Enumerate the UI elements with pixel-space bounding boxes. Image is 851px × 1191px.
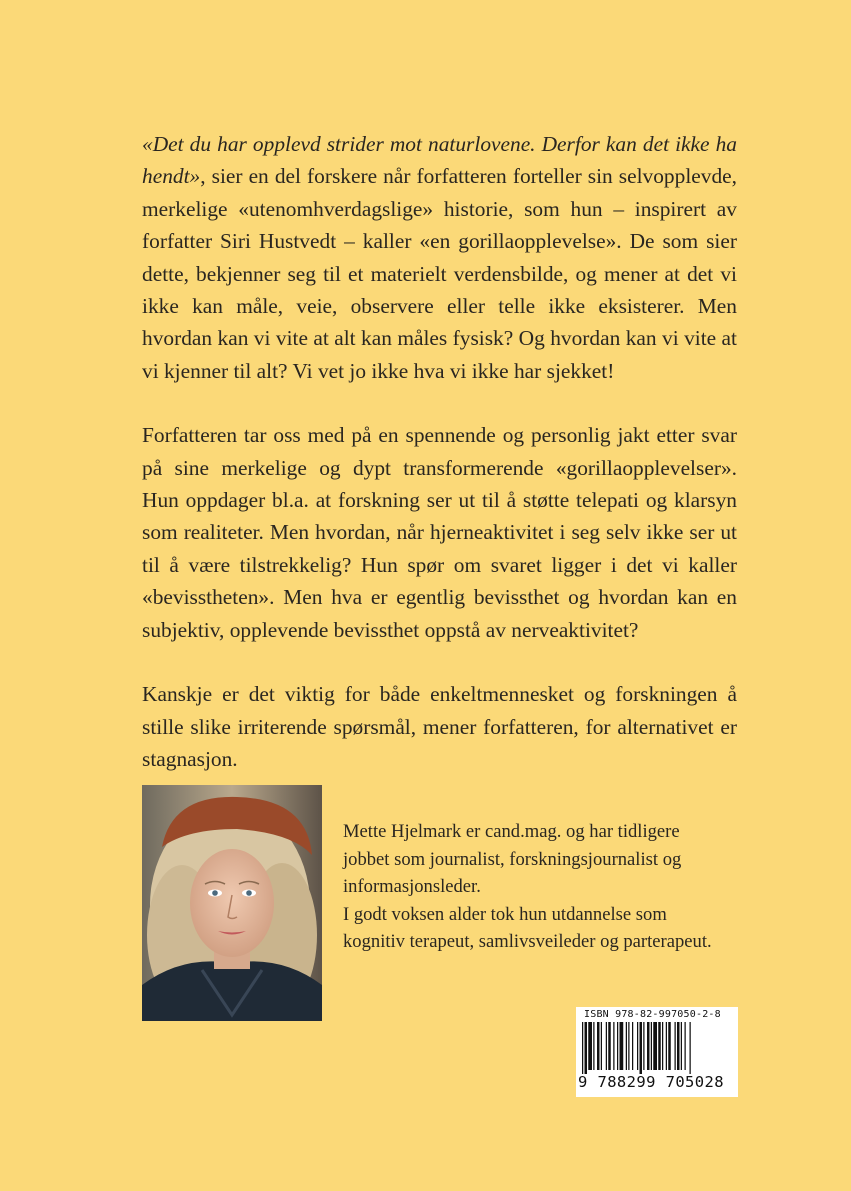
barcode-bar	[658, 1022, 661, 1070]
blurb-paragraph-3: Kanskje er det viktig for både enkeltmennesket og forskningen å stille slike irriterende spørsmål, mener forfatteren, for alternativet er stagnasjon.	[142, 682, 737, 771]
bio-line: kognitiv terapeut, samlivsveileder og parterapeut.	[343, 931, 712, 953]
barcode-bar	[647, 1022, 650, 1070]
author-photo	[142, 785, 322, 1021]
barcode-bar	[632, 1022, 633, 1070]
bio-line: jobbet som journalist, forskningsjournalist og	[343, 848, 682, 870]
barcode-bars	[582, 1022, 732, 1074]
bio-line: informasjonsleder.	[343, 876, 481, 898]
barcode-bar	[653, 1022, 657, 1070]
barcode-bar	[668, 1022, 671, 1070]
blurb-quote: «Det du har opplevd strider mot naturlovene. Derfor kan det ikke ha hendt»	[142, 132, 737, 189]
barcode-bar	[628, 1022, 629, 1070]
barcode-bar	[582, 1022, 583, 1074]
barcode-bar	[666, 1022, 667, 1070]
barcode-bar	[681, 1022, 682, 1070]
barcode-bar	[606, 1022, 607, 1070]
bio-line: Mette Hjelmark er cand.mag. og har tidligere	[343, 821, 680, 842]
author-bio	[343, 818, 763, 956]
barcode-bar	[643, 1022, 644, 1070]
barcode-bar	[626, 1022, 627, 1070]
barcode-bar	[601, 1022, 602, 1070]
isbn-barcode	[576, 1007, 738, 1097]
barcode-bar	[597, 1022, 600, 1070]
bio-line: I godt voksen alder tok hun utdannelse som	[343, 903, 667, 925]
barcode-bar	[651, 1022, 652, 1070]
barcode-bar	[662, 1022, 663, 1070]
blurb-paragraph-1	[142, 128, 737, 387]
barcode-bar	[620, 1022, 624, 1070]
barcode-bar	[617, 1022, 618, 1070]
isbn-label: ISBN 978-82-997050-2-8	[584, 1009, 721, 1020]
barcode-bar	[608, 1022, 611, 1070]
barcode-bar	[675, 1022, 676, 1070]
barcode-bar	[640, 1022, 643, 1074]
barcode-bar	[585, 1022, 588, 1074]
barcode-bar	[613, 1022, 614, 1070]
blurb-paragraph-1-text: , sier en del forskere når forfatteren forteller sin selvopplevde, merkelige «utenomhverdagslige» historie, som hun – inspirert av forfatter Siri Hustvedt – kaller «en gorillaopplevelse». De som sier dette, bekjenner seg til et materielt verdensbilde, og mener at det vi ikke kan måle, veie, observere eller telle ikke eksisterer. Men hvordan kan vi vite at alt kan måles fysisk? Og hvordan kan vi vite at vi kjenner til alt? Vi vet jo ikke hva vi ikke har sjekket!	[142, 164, 737, 383]
barcode-bar	[677, 1022, 680, 1070]
barcode-bar	[593, 1022, 594, 1070]
back-cover-blurb	[142, 128, 737, 775]
barcode-bar	[637, 1022, 638, 1070]
blurb-paragraph-2: Forfatteren tar oss med på en spennende og personlig jakt etter svar på sine merkelige og dypt transformerende «gorillaopplevelser». Hun oppdager bl.a. at forskning ser ut til å støtte telepati og klarsyn som realiteter. Men hvordan, når hjerneaktivitet i seg selv ikke ser ut til å være tilstrekkelig? Hun spør om svaret ligger i det vi kaller «bevisstheten». Men hva er egentlig bevissthet og hvordan kan en subjektiv, opplevende bevissthet oppstå av nerveaktivitet?	[142, 423, 737, 642]
barcode-bar	[685, 1022, 686, 1070]
barcode-bar	[690, 1022, 691, 1074]
isbn-digits: 9 788299 705028	[578, 1073, 724, 1091]
barcode-bar	[588, 1022, 592, 1070]
